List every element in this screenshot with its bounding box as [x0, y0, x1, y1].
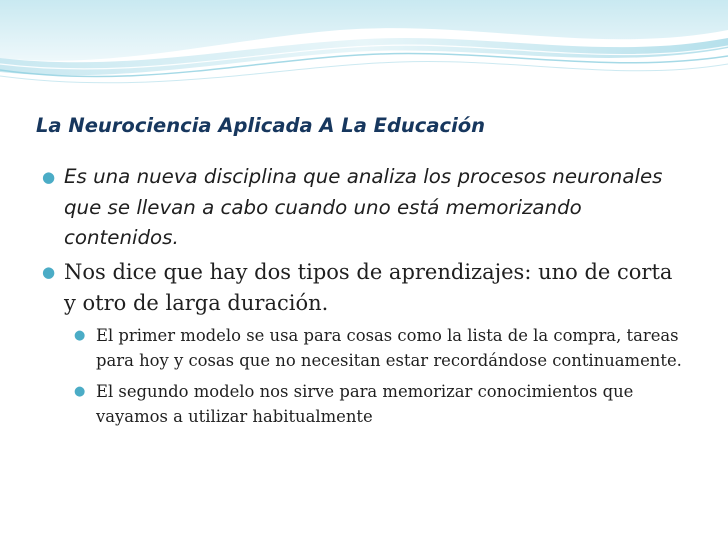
sub-bullet-text: El primer modelo se usa para cosas como la lista de la compra, tareas para hoy y cosas que no necesitan estar recordándose continuamente. [96, 325, 682, 370]
bullet-text: Nos dice que hay dos tipos de aprendizajes: uno de corta y otro de larga duración. [64, 259, 673, 315]
sub-bullet-item [68, 379, 686, 429]
slide-content [36, 162, 686, 435]
bullet-marker-icon: ● [42, 168, 56, 186]
bullet-item [36, 162, 686, 254]
bullet-marker-icon: ● [74, 383, 86, 399]
bullet-marker-icon: ● [42, 262, 56, 281]
sub-bullet-text: El segundo modelo nos sirve para memorizar conocimientos que vayamos a utilizar habitualmente [96, 381, 634, 426]
bullet-marker-icon: ● [74, 327, 86, 343]
wave-decoration [0, 0, 728, 100]
bullet-text: Es una nueva disciplina que analiza los procesos neuronales que se llevan a cabo cuando uno está memorizando contenidos. [64, 165, 663, 249]
sub-bullet-item [68, 323, 686, 373]
slide-title: La Neurociencia Aplicada A La Educación [36, 114, 486, 137]
bullet-item [36, 257, 686, 320]
